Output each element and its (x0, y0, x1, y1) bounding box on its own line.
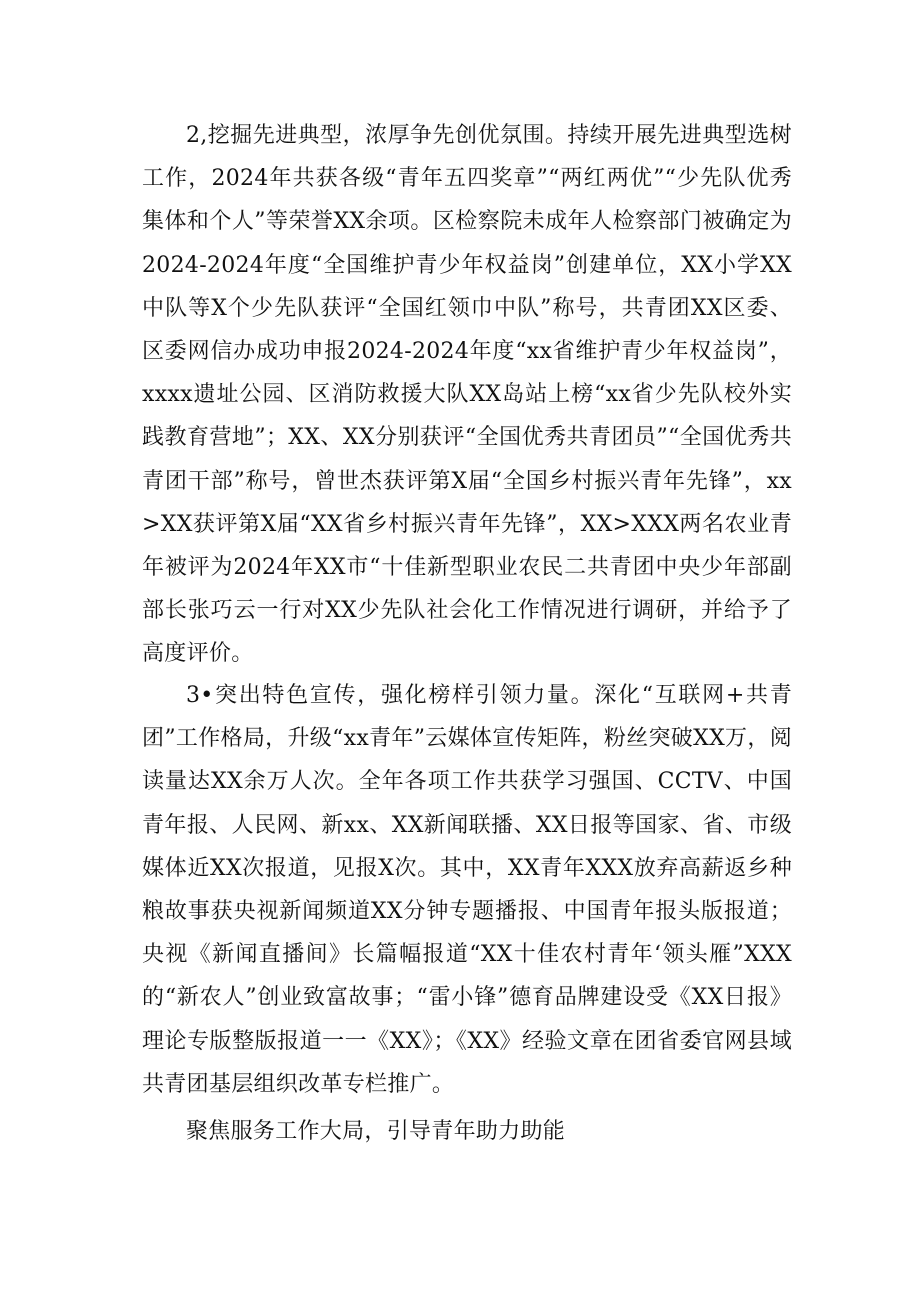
paragraph-publicity: 3•突出特色宣传，强化榜样引领力量。深化“互联网+共青团”工作格局，升级“xx青年”云媒体宣传矩阵，粉丝突破XX万，阅读量达XX余万人次。全年各项工作共获学习强国、CCTV、中国青年报、人民网、新xx、XX新闻联播、XX日报等国家、省、市级媒体近XX次报道，见报X次。其中，XX青年XXX放弃高薪返乡种粮故事获央视新闻频道XX分钟专题播报、中国青年报头版报道；央视《新闻直播间》长篇幅报道“XX十佳农村青年‘领头雁”XXX的“新农人”创业致富故事；“雷小锋”德育品牌建设受《XX日报》理论专版整版报道一一《XX》；《XX》经验文章在团省委官网县域共青团基层组织改革专栏推广。 (142, 683, 792, 1097)
section-heading: 聚焦服务工作大局，引导青年助力助能 (186, 1119, 566, 1144)
paragraph-typical-models: 2,挖掘先进典型，浓厚争先创优氛围。持续开展先进典型选树工作，2024年共获各级“青年五四奖章”“两红两优”“少先队优秀集体和个人”等荣誉XX余项。区检察院未成年人检察部门被确定为2024-2024年度“全国维护青少年权益岗”创建单位，XX小学XX中队等X个少先队获评“全国红领巾中队”称号，共青团XX区委、区委网信办成功申报2024-2024年度“xx省维护青少年权益岗”，xxxx遗址公园、区消防救援大队XX岛站上榜“xx省少先队校外实践教育营地”；XX、XX分别获评“全国优秀共青团员”“全国优秀共青团干部”称号，曾世杰获评第X届“全国乡村振兴青年先锋”，xx>XX获评第X届“XX省乡村振兴青年先锋”，XX>XXX两名农业青年被评为2024年XX市“十佳新型职业农民二共青团中央少年部副部长张巧云一行对XX少先队社会化工作情况进行调研，并给予了高度评价。 (142, 123, 792, 667)
